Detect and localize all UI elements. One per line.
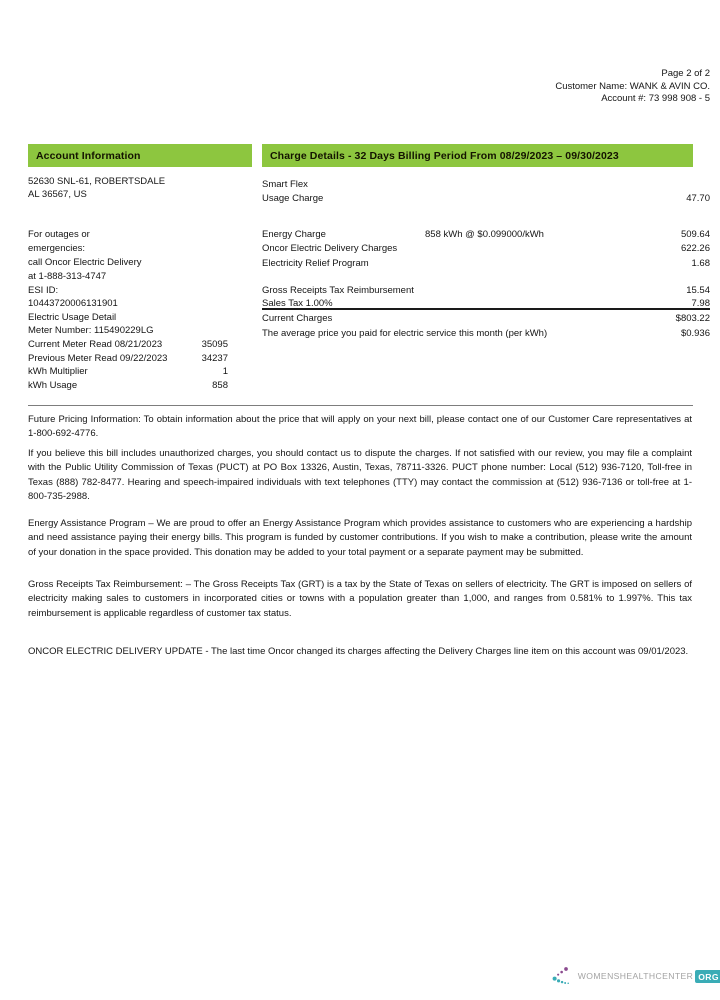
charge-amount: 47.70 xyxy=(686,193,710,204)
meter-row-value: 35095 xyxy=(201,339,228,350)
meter-row-label: Current Meter Read 08/21/2023 xyxy=(28,339,163,350)
charge-rate-detail: 858 kWh @ $0.099000/kWh xyxy=(425,229,544,240)
charge-label: Usage Charge xyxy=(262,193,324,204)
charge-label: Energy Charge xyxy=(262,229,326,240)
meter-row-label: kWh Multiplier xyxy=(28,366,88,377)
charge-label: Gross Receipts Tax Reimbursement xyxy=(262,285,414,296)
charge-amount: 622.26 xyxy=(680,243,710,254)
esi-id-value: 10443720006131901 xyxy=(28,298,118,309)
meter-row-current-read xyxy=(28,339,228,350)
page-number: Page 2 of 2 xyxy=(661,68,710,79)
current-charges-row xyxy=(262,313,710,324)
charge-row-electricity-relief xyxy=(262,258,710,269)
esi-id-label: ESI ID: xyxy=(28,285,59,296)
service-address-line-2: AL 36567, US xyxy=(28,189,87,200)
document-header xyxy=(360,68,710,106)
charge-amount: 1.68 xyxy=(691,258,710,269)
service-address-line-1: 52630 SNL-61, ROBERTSDALE xyxy=(28,176,166,187)
meter-row-previous-read xyxy=(28,353,228,364)
charge-amount: 15.54 xyxy=(686,285,710,296)
meter-row-value: 1 xyxy=(222,366,228,377)
meter-row-value: 858 xyxy=(212,380,228,391)
oncor-update-paragraph: ONCOR ELECTRIC DELIVERY UPDATE - The last time Oncor changed its charges affecting the Delivery Charges line item on this account was 09/01/2023. xyxy=(28,646,689,657)
charge-row-energy-charge xyxy=(262,229,710,240)
meter-number: Meter Number: 115490229LG xyxy=(28,325,154,336)
charge-row-oncor-delivery xyxy=(262,243,710,254)
grt-explanation-paragraph: Gross Receipts Tax Reimbursement: – The Gross Receipts Tax (GRT) is a tax by the State of Texas on sellers of electricity. The GRT is imposed on sellers of electricity making sales to customers in incorporated cities or towns with a population greater than 1,000, and ranges from 0.581% to 1.997%. This tax reimbursement is applicable regardless of customer tax status. xyxy=(28,579,692,619)
womenshealthcenter-logo-dots-icon xyxy=(552,963,575,989)
charge-details-header-bar xyxy=(262,144,693,167)
meter-row-label: Previous Meter Read 09/22/2023 xyxy=(28,353,168,364)
account-information-title: Account Information xyxy=(36,149,141,162)
charge-amount: 509.64 xyxy=(680,229,710,240)
charge-amount: 7.98 xyxy=(691,298,710,309)
meter-row-kwh-multiplier xyxy=(28,366,228,377)
average-price-row xyxy=(262,328,710,339)
average-price-amount: $0.936 xyxy=(680,328,710,339)
future-pricing-paragraph: Future Pricing Information: To obtain information about the price that will apply on your next bill, please contact one of our Customer Care representatives at 1-800-692-4776. xyxy=(28,414,692,440)
meter-row-kwh-usage xyxy=(28,380,228,391)
outage-info-line-3: call Oncor Electric Delivery xyxy=(28,257,142,268)
meter-row-label: kWh Usage xyxy=(28,380,78,391)
account-number: Account #: 73 998 908 - 5 xyxy=(601,93,710,105)
total-separator-rule xyxy=(262,308,710,310)
watermark-org-badge: ORG xyxy=(695,970,720,983)
current-charges-label: Current Charges xyxy=(262,313,333,324)
puct-complaint-paragraph: If you believe this bill includes unauthorized charges, you should contact us to dispute the charges. If not satisfied with our review, you may file a complaint with the Public Utility Commission of Texas (PUCT) at PO Box 13326, Austin, Texas, 78711-3326. PUCT phone number: Local (512) 936-7120, Toll-free in Texas (888) 782-8477. Hearing and speech-impaired individuals with text telephones (TTY) may contact the commission at (512) 936-7136 or toll-free at 1-800-735-2988. xyxy=(28,448,692,502)
charge-label: Sales Tax 1.00% xyxy=(262,298,333,309)
outage-info-line-1: For outages or xyxy=(28,229,90,240)
watermark-site-name: WOMENSHEALTHCENTER xyxy=(577,971,694,981)
outage-phone: at 1-888-313-4747 xyxy=(28,271,107,282)
average-price-label: The average price you paid for electric service this month (per kWh) xyxy=(262,328,548,339)
charge-label: Oncor Electric Delivery Charges xyxy=(262,243,398,254)
energy-assistance-paragraph: Energy Assistance Program – We are proud to offer an Energy Assistance Program which provides assistance to customers who are experiencing a hardship and need assistance paying their energy bills. This program is funded by customer contributions. If you wish to make a contribution, please write the amount of your donation in the space provided. This donation may be added to your total payment or a separate payment may be submitted. xyxy=(28,518,692,558)
customer-name: Customer Name: WANK & AVIN CO. xyxy=(555,80,710,92)
watermark xyxy=(552,962,720,990)
account-information-header-bar xyxy=(28,144,252,167)
charge-details-title: Charge Details - 32 Days Billing Period From 08/29/2023 – 09/30/2023 xyxy=(270,149,619,162)
charge-row-grt-reimbursement xyxy=(262,285,710,296)
current-charges-amount: $803.22 xyxy=(675,313,710,324)
outage-info-line-2: emergencies: xyxy=(28,243,86,254)
section-divider xyxy=(28,405,693,406)
electric-usage-detail-title: Electric Usage Detail xyxy=(28,312,117,323)
charge-row-usage-charge xyxy=(262,193,710,204)
plan-name: Smart Flex xyxy=(262,179,308,190)
charge-label: Electricity Relief Program xyxy=(262,258,369,269)
meter-row-value: 34237 xyxy=(201,353,228,364)
